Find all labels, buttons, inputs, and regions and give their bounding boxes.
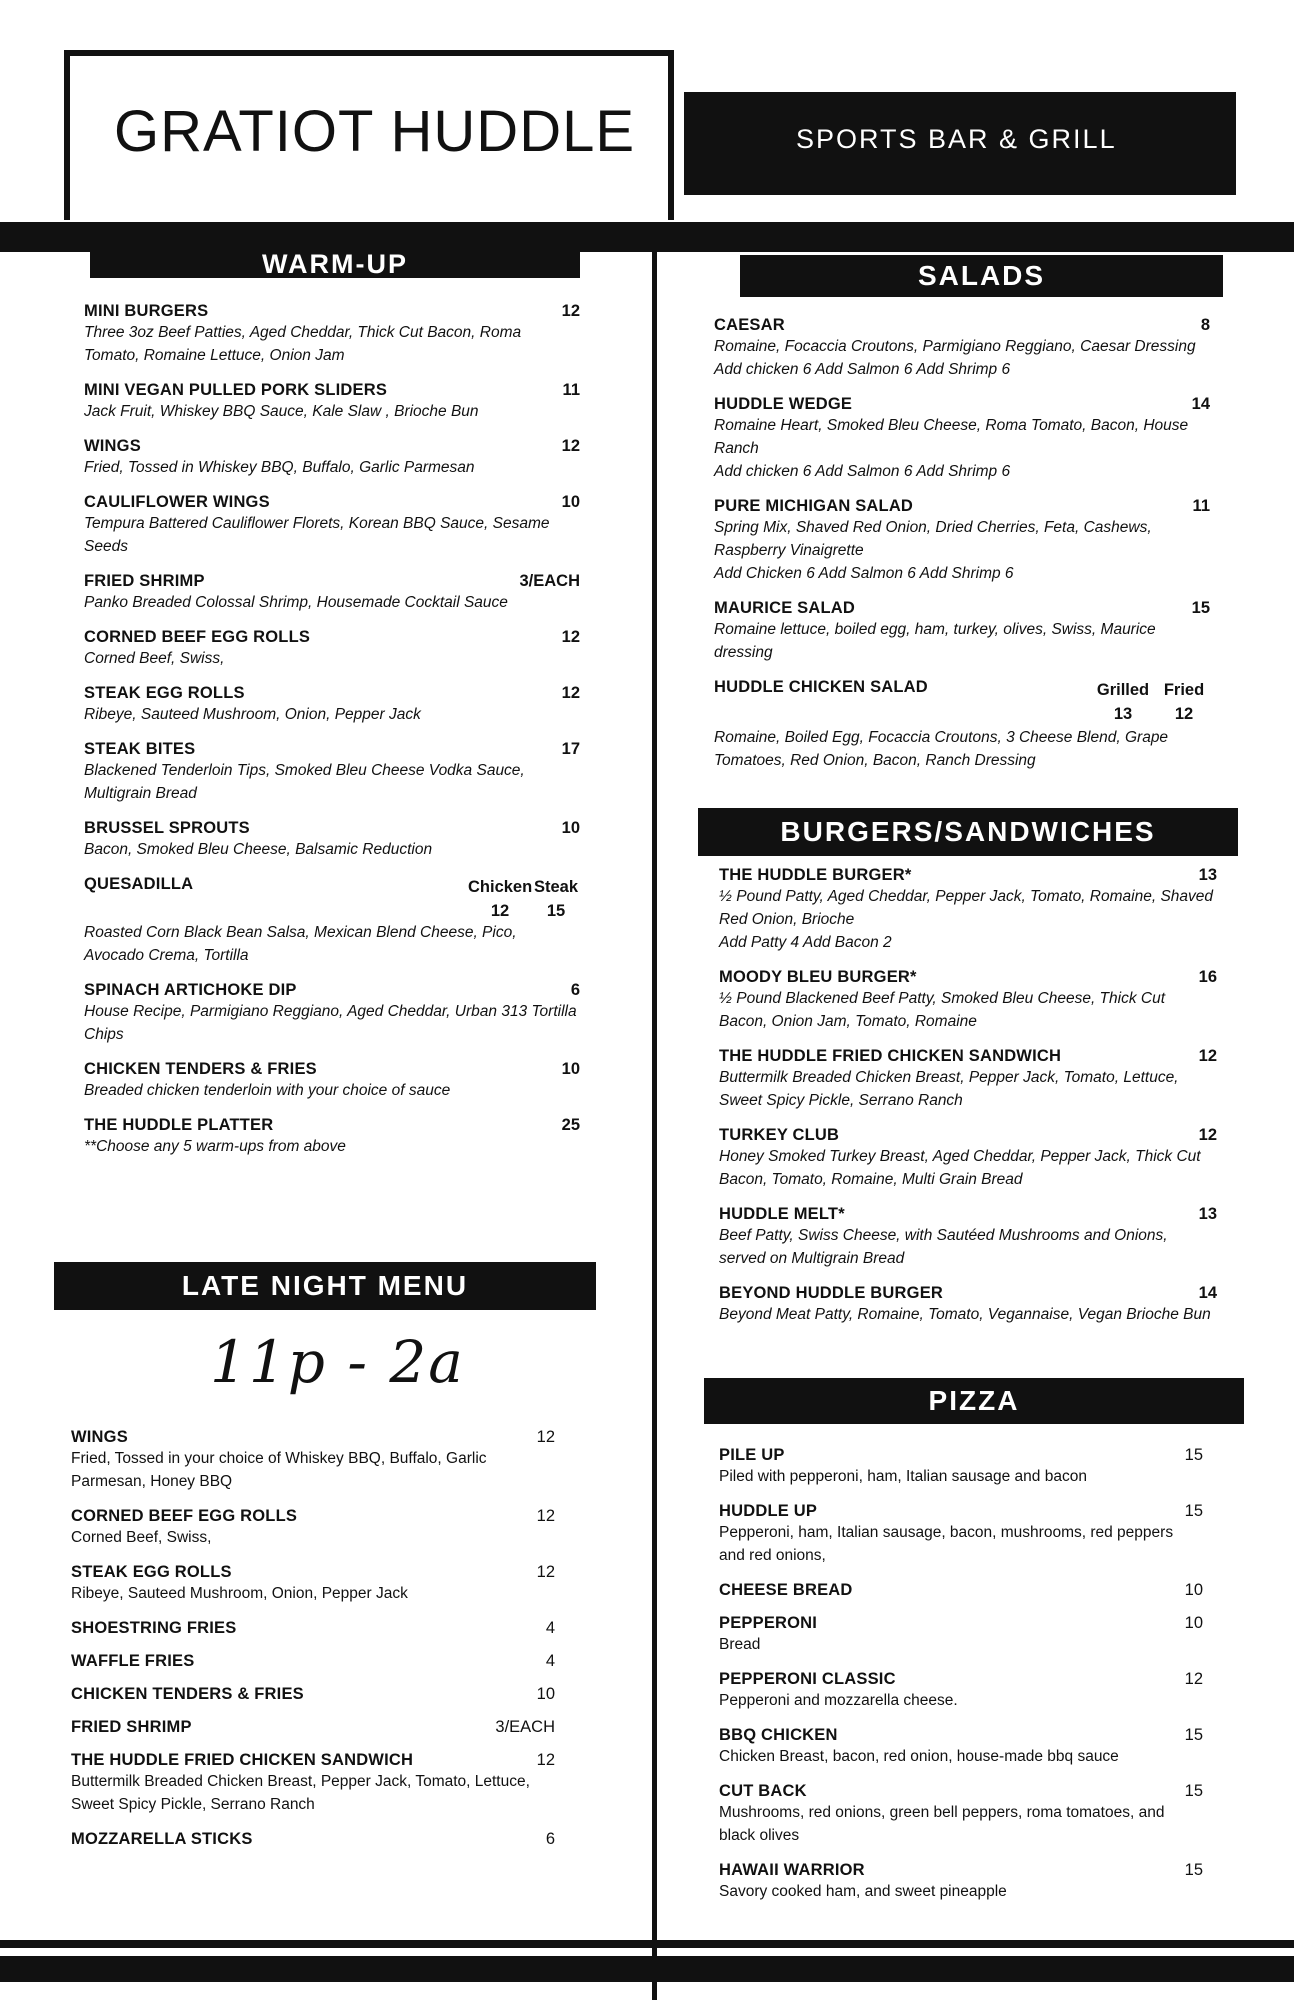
menu-item-spinach-artichoke-dip xyxy=(84,981,580,1046)
item-name: THE HUDDLE PLATTER xyxy=(84,1116,274,1134)
menu-item-the-huddle-fried-chicken-sandwich xyxy=(719,1047,1217,1112)
item-price: 15 xyxy=(1184,1861,1203,1879)
item-price: 13 xyxy=(1113,705,1133,723)
menu-item-steak-egg-rolls xyxy=(84,684,580,726)
item-name: HUDDLE UP xyxy=(719,1502,818,1520)
late-night-column xyxy=(71,1428,555,1863)
menu-item-hawaii-warrior xyxy=(719,1861,1203,1903)
item-description: Romaine, Boiled Egg, Focaccia Croutons, 3 Cheese Blend, Grape Tomatoes, Red Onion, Bacon, Ranch Dressing xyxy=(714,729,1169,769)
menu-item-wings xyxy=(84,437,580,479)
item-name: QUESADILLA xyxy=(84,875,194,893)
menu-item-quesadilla xyxy=(84,875,580,967)
item-description: Beyond Meat Patty, Romaine, Tomato, Vegannaise, Vegan Brioche Bun xyxy=(719,1306,1211,1323)
item-description: Savory cooked ham, and sweet pineapple xyxy=(719,1883,1007,1900)
item-description: Buttermilk Breaded Chicken Breast, Pepper Jack, Tomato, Lettuce, Sweet Spicy Pickle, Serrano Ranch xyxy=(71,1773,530,1813)
item-name: CORNED BEEF EGG ROLLS xyxy=(84,628,311,646)
item-description: Tempura Battered Cauliflower Florets, Korean BBQ Sauce, Sesame Seeds xyxy=(84,515,550,555)
item-description: Three 3oz Beef Patties, Aged Cheddar, Thick Cut Bacon, Roma Tomato, Romaine Lettuce, Onion Jam xyxy=(84,324,522,364)
item-description: Corned Beef, Swiss, xyxy=(84,650,225,667)
price-label: Steak xyxy=(533,878,579,896)
item-name: THE HUDDLE BURGER* xyxy=(719,866,912,884)
item-price: 15 xyxy=(1184,1502,1203,1520)
item-price: 4 xyxy=(545,1619,555,1637)
item-description: Romaine lettuce, boiled egg, ham, turkey, olives, Swiss, Maurice dressing xyxy=(714,621,1156,661)
item-name: STEAK EGG ROLLS xyxy=(71,1563,232,1581)
item-price: 16 xyxy=(1198,968,1217,986)
item-description: Pepperoni, ham, Italian sausage, bacon, mushrooms, red peppers and red onions, xyxy=(719,1524,1174,1564)
item-price: 4 xyxy=(545,1652,555,1670)
restaurant-title: GRATIOT HUDDLE xyxy=(114,99,636,164)
item-price: 14 xyxy=(1198,1284,1217,1302)
item-name: PEPPERONI xyxy=(719,1614,818,1632)
item-name: BRUSSEL SPROUTS xyxy=(84,819,250,837)
item-description: Mushrooms, red onions, green bell peppers, roma tomatoes, and black olives xyxy=(719,1804,1165,1844)
item-price: 12 xyxy=(536,1563,555,1581)
item-price: 15 xyxy=(1191,599,1210,617)
item-description: Honey Smoked Turkey Breast, Aged Cheddar, Pepper Jack, Thick Cut Bacon, Tomato, Romaine, Multi Grain Bread xyxy=(719,1148,1201,1188)
menu-item-maurice-salad xyxy=(714,599,1210,664)
salads-heading: SALADS xyxy=(740,255,1223,297)
item-price: 15 xyxy=(1184,1446,1203,1464)
item-name: MOZZARELLA STICKS xyxy=(71,1830,253,1848)
item-price: 10 xyxy=(536,1685,555,1703)
item-name: WINGS xyxy=(71,1428,128,1446)
menu-item-pile-up xyxy=(719,1446,1203,1488)
item-name: MINI BURGERS xyxy=(84,302,209,320)
menu-item-fried-shrimp xyxy=(71,1718,555,1737)
menu-item-turkey-club xyxy=(719,1126,1217,1191)
item-description: **Choose any 5 warm-ups from above xyxy=(84,1138,346,1155)
menu-item-huddle-up xyxy=(719,1502,1203,1567)
salads-column xyxy=(714,316,1210,786)
item-price: 10 xyxy=(1184,1614,1203,1632)
restaurant-subtitle: SPORTS BAR & GRILL xyxy=(796,124,1117,154)
item-description: Ribeye, Sauteed Mushroom, Onion, Pepper Jack xyxy=(71,1585,408,1602)
item-description: Ribeye, Sauteed Mushroom, Onion, Pepper Jack xyxy=(84,706,421,723)
item-description: Piled with pepperoni, ham, Italian sausage and bacon xyxy=(719,1468,1087,1485)
item-name: CORNED BEEF EGG ROLLS xyxy=(71,1507,298,1525)
item-name: CHICKEN TENDERS & FRIES xyxy=(71,1685,304,1703)
item-description: ½ Pound Patty, Aged Cheddar, Pepper Jack, Tomato, Romaine, Shaved Red Onion, Brioche xyxy=(719,888,1214,928)
menu-item-steak-bites xyxy=(84,740,580,805)
item-price: 3/EACH xyxy=(519,572,580,590)
menu-item-bbq-chicken xyxy=(719,1726,1203,1768)
menu-item-mini-vegan-pulled-pork-sliders xyxy=(84,381,580,423)
price-label: Fried xyxy=(1163,681,1205,699)
item-price: 12 xyxy=(536,1428,555,1446)
item-description: Fried, Tossed in Whiskey BBQ, Buffalo, Garlic Parmesan xyxy=(84,459,475,476)
price-label: Chicken xyxy=(468,878,533,896)
item-price: 14 xyxy=(1191,395,1210,413)
item-description: Spring Mix, Shaved Red Onion, Dried Cherries, Feta, Cashews, Raspberry Vinaigrette xyxy=(714,519,1152,559)
item-name: PURE MICHIGAN SALAD xyxy=(714,497,914,515)
item-price: 17 xyxy=(561,740,580,758)
item-addons: Add chicken 6 Add Salmon 6 Add Shrimp 6 xyxy=(714,463,1011,480)
burgers-heading: BURGERS/SANDWICHES xyxy=(698,808,1238,856)
item-name: CAESAR xyxy=(714,316,785,334)
item-name: TURKEY CLUB xyxy=(719,1126,840,1144)
item-price: 15 xyxy=(546,902,566,920)
item-price: 12 xyxy=(1198,1126,1217,1144)
menu-item-steak-egg-rolls xyxy=(71,1563,555,1605)
menu-item-cauliflower-wings xyxy=(84,493,580,558)
item-price: 6 xyxy=(545,1830,555,1848)
item-price: 12 xyxy=(1198,1047,1217,1065)
menu-item-beyond-huddle-burger xyxy=(719,1284,1217,1326)
menu-item-fried-shrimp xyxy=(84,572,580,614)
item-name: HUDDLE WEDGE xyxy=(714,395,853,413)
item-addons: Add Patty 4 Add Bacon 2 xyxy=(719,934,892,951)
item-name: BBQ CHICKEN xyxy=(719,1726,838,1744)
item-price: 3/EACH xyxy=(495,1718,555,1736)
menu-item-huddle-wedge xyxy=(714,395,1210,483)
item-price: 12 xyxy=(490,902,510,920)
item-name: FRIED SHRIMP xyxy=(71,1718,192,1736)
item-price: 6 xyxy=(570,981,580,999)
item-name: FRIED SHRIMP xyxy=(84,572,205,590)
item-description: Panko Breaded Colossal Shrimp, Housemade Cocktail Sauce xyxy=(84,594,508,611)
item-description: Breaded chicken tenderloin with your choice of sauce xyxy=(84,1082,451,1099)
item-description: Chicken Breast, bacon, red onion, house-made bbq sauce xyxy=(719,1748,1119,1765)
menu-item-wings xyxy=(71,1428,555,1493)
item-price: 10 xyxy=(561,1060,580,1078)
item-name: THE HUDDLE FRIED CHICKEN SANDWICH xyxy=(719,1047,1062,1065)
item-price: 12 xyxy=(1174,705,1194,723)
menu-item-mozzarella-sticks xyxy=(71,1830,555,1849)
menu-item-pepperoni xyxy=(719,1614,1203,1656)
item-addons: Add Chicken 6 Add Salmon 6 Add Shrimp 6 xyxy=(714,565,1014,582)
warmup-heading: WARM-UP xyxy=(90,250,580,278)
late-night-heading: LATE NIGHT MENU xyxy=(54,1262,596,1310)
item-description: Romaine, Focaccia Croutons, Parmigiano Reggiano, Caesar Dressing xyxy=(714,338,1196,355)
item-description: Bacon, Smoked Bleu Cheese, Balsamic Reduction xyxy=(84,841,433,858)
item-description: Romaine Heart, Smoked Bleu Cheese, Roma Tomato, Bacon, House Ranch xyxy=(714,417,1189,457)
header-band xyxy=(0,222,1294,246)
column-divider xyxy=(652,252,657,2000)
item-name: STEAK BITES xyxy=(84,740,196,758)
item-price: 15 xyxy=(1184,1782,1203,1800)
item-price: 11 xyxy=(562,381,580,399)
item-name: HUDDLE CHICKEN SALAD xyxy=(714,678,928,696)
footer-band-thin xyxy=(0,1940,1294,1948)
item-description: ½ Pound Blackened Beef Patty, Smoked Bleu Cheese, Thick Cut Bacon, Onion Jam, Tomato, Romaine xyxy=(719,990,1166,1030)
item-price: 25 xyxy=(561,1116,580,1134)
pizza-column xyxy=(719,1446,1203,1917)
item-description: Blackened Tenderloin Tips, Smoked Bleu Cheese Vodka Sauce, Multigrain Bread xyxy=(84,762,525,802)
menu-item-chicken-tenders-fries xyxy=(71,1685,555,1704)
menu-item-chicken-tenders-fries xyxy=(84,1060,580,1102)
item-name: HAWAII WARRIOR xyxy=(719,1861,865,1879)
item-description: Jack Fruit, Whiskey BBQ Sauce, Kale Slaw , Brioche Bun xyxy=(84,403,479,420)
item-price: 12 xyxy=(1184,1670,1203,1688)
item-name: STEAK EGG ROLLS xyxy=(84,684,245,702)
menu-item-the-huddle-burger xyxy=(719,866,1217,954)
item-name: CUT BACK xyxy=(719,1782,807,1800)
menu-item-cut-back xyxy=(719,1782,1203,1847)
item-price: 12 xyxy=(536,1507,555,1525)
item-description: Beef Patty, Swiss Cheese, with Sautéed Mushrooms and Onions, served on Multigrain Bread xyxy=(719,1227,1168,1267)
menu-item-the-huddle-fried-chicken-sandwich xyxy=(71,1751,555,1816)
item-price: 10 xyxy=(561,493,580,511)
item-price: 10 xyxy=(1184,1581,1203,1599)
item-description: Bread xyxy=(719,1636,761,1653)
menu-item-caesar xyxy=(714,316,1210,381)
item-name: CHEESE BREAD xyxy=(719,1581,853,1599)
item-name: BEYOND HUDDLE BURGER xyxy=(719,1284,944,1302)
item-name: MOODY BLEU BURGER* xyxy=(719,968,917,986)
item-name: WINGS xyxy=(84,437,141,455)
item-price: 12 xyxy=(561,684,580,702)
menu-item-cheese-bread xyxy=(719,1581,1203,1600)
menu-item-waffle-fries xyxy=(71,1652,555,1671)
item-description: Corned Beef, Swiss, xyxy=(71,1529,212,1546)
item-name: MAURICE SALAD xyxy=(714,599,856,617)
item-price: 10 xyxy=(561,819,580,837)
item-name: MINI VEGAN PULLED PORK SLIDERS xyxy=(84,381,388,399)
late-night-hours: 11p - 2a xyxy=(210,1328,465,1396)
item-description: Pepperoni and mozzarella cheese. xyxy=(719,1692,958,1709)
item-price: 15 xyxy=(1184,1726,1203,1744)
item-name: THE HUDDLE FRIED CHICKEN SANDWICH xyxy=(71,1751,414,1769)
item-price: 13 xyxy=(1198,866,1217,884)
menu-item-pure-michigan-salad xyxy=(714,497,1210,585)
item-price: 12 xyxy=(561,437,580,455)
item-description: House Recipe, Parmigiano Reggiano, Aged Cheddar, Urban 313 Tortilla Chips xyxy=(84,1003,577,1043)
menu-item-chicken-salad xyxy=(714,678,1210,772)
item-price: 12 xyxy=(561,302,580,320)
menu-item-corned-beef-egg-rolls xyxy=(84,628,580,670)
menu-item-huddle-melt xyxy=(719,1205,1217,1270)
item-description: Roasted Corn Black Bean Salsa, Mexican Blend Cheese, Pico, Avocado Crema, Tortilla xyxy=(84,924,517,964)
menu-item-shoestring-fries xyxy=(71,1619,555,1638)
item-name: CHICKEN TENDERS & FRIES xyxy=(84,1060,317,1078)
item-name: SPINACH ARTICHOKE DIP xyxy=(84,981,297,999)
burgers-column xyxy=(719,866,1217,1340)
menu-item-corned-beef-egg-rolls xyxy=(71,1507,555,1549)
warmup-column xyxy=(84,302,580,1172)
item-name: SHOESTRING FRIES xyxy=(71,1619,237,1637)
menu-item-the-huddle-platter xyxy=(84,1116,580,1158)
item-name: WAFFLE FRIES xyxy=(71,1652,195,1670)
item-description: Buttermilk Breaded Chicken Breast, Pepper Jack, Tomato, Lettuce, Sweet Spicy Pickle, Serrano Ranch xyxy=(719,1069,1179,1109)
item-name: HUDDLE MELT* xyxy=(719,1205,845,1223)
menu-item-pepperoni-classic xyxy=(719,1670,1203,1712)
item-name: CAULIFLOWER WINGS xyxy=(84,493,270,511)
menu-item-moody-bleu-burger xyxy=(719,968,1217,1033)
item-name: PEPPERONI CLASSIC xyxy=(719,1670,896,1688)
footer-band xyxy=(0,1956,1294,1982)
menu-item-mini-burgers xyxy=(84,302,580,367)
item-name: PILE UP xyxy=(719,1446,785,1464)
menu-item-brussel-sprouts xyxy=(84,819,580,861)
item-price: 8 xyxy=(1200,316,1210,334)
pizza-heading: PIZZA xyxy=(704,1378,1244,1424)
item-price: 12 xyxy=(561,628,580,646)
item-price: 13 xyxy=(1198,1205,1217,1223)
item-description: Fried, Tossed in your choice of Whiskey BBQ, Buffalo, Garlic Parmesan, Honey BBQ xyxy=(71,1450,487,1490)
item-price: 12 xyxy=(536,1751,555,1769)
item-addons: Add chicken 6 Add Salmon 6 Add Shrimp 6 xyxy=(714,361,1011,378)
item-price: 11 xyxy=(1192,497,1210,515)
price-label: Grilled xyxy=(1096,681,1150,699)
